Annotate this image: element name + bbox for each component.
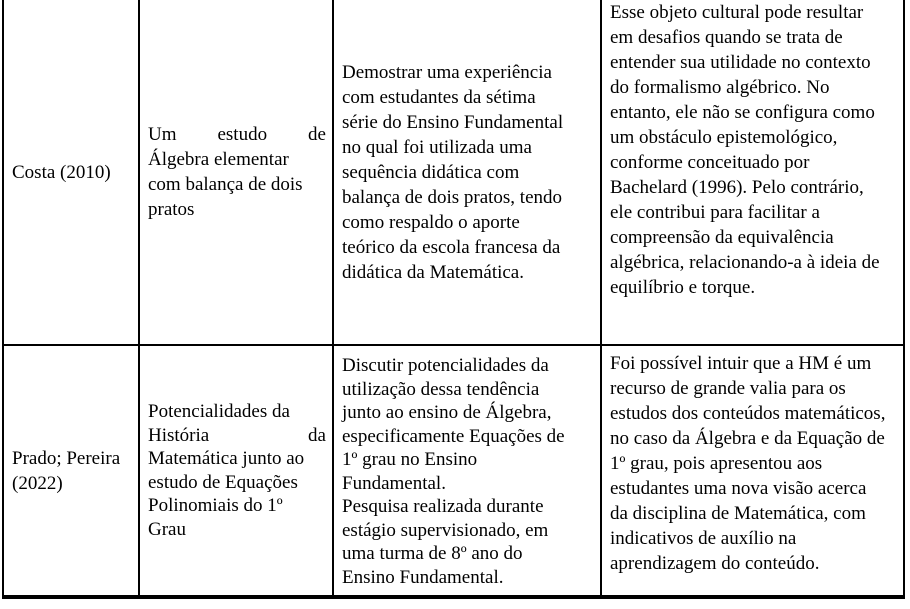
text-line: no caso da Álgebra e da Equação de	[610, 428, 885, 449]
text-line: especificamente Equações de	[342, 425, 565, 447]
findings-cell	[601, 0, 904, 345]
text-line: compreensão da equivalência	[610, 227, 834, 248]
findings-cell	[601, 345, 904, 597]
text-line: uma turma de 8º ano do	[342, 543, 523, 564]
author-cell	[3, 0, 139, 345]
text-line: do formalismo algébrico. No	[610, 77, 830, 98]
text-line: um obstáculo epistemológico,	[610, 127, 838, 148]
text-line: Pesquisa realizada durante	[342, 496, 544, 517]
text-line: entender sua utilidade no contexto	[610, 52, 871, 73]
text-line: Discutir potencialidades da	[342, 355, 549, 376]
text-line: algébrica, relacionando-a à ideia de	[610, 252, 880, 273]
text-line: 1º grau no Ensino	[342, 449, 478, 470]
text-line: estudantes uma nova visão acerca	[610, 478, 867, 499]
text-line: no qual foi utilizada uma	[342, 136, 532, 158]
text-line: da disciplina de Matemática, com	[610, 503, 866, 524]
text-line: aprendizagem do conteúdo.	[610, 553, 820, 574]
table-row-prado-pereira-2022	[3, 345, 904, 597]
objective-cell	[333, 345, 601, 597]
text-line: em desafios quando se trata de	[610, 27, 843, 48]
table-row-costa-2010	[3, 0, 904, 345]
text-line: (2022)	[12, 472, 63, 494]
text-line: Esse objeto cultural pode resultar	[610, 2, 864, 23]
text-line: como respaldo o aporte	[342, 211, 520, 233]
text-line: estágio supervisionado, em	[342, 519, 549, 541]
text-line: Polinomiais do 1º	[148, 495, 283, 516]
text-line: entanto, ele não se configura como	[610, 102, 875, 123]
text-line: Foi possível intuir que a HM é um	[610, 353, 872, 374]
text-line: conforme conceituado por	[610, 152, 810, 173]
text-line: História da	[148, 424, 326, 446]
text-line: Fundamental.	[342, 472, 446, 494]
text-line: estudo de Equações	[148, 471, 298, 493]
text-line: Grau	[148, 518, 186, 540]
text-line: indicativos de auxílio na	[610, 528, 797, 549]
text-line: utilização dessa tendência	[342, 378, 540, 400]
text-line: recurso de grande valia para os	[610, 378, 846, 399]
text-line: sequência didática com	[342, 161, 520, 183]
text-line: Costa (2010)	[12, 161, 111, 183]
text-line: junto ao ensino de Álgebra,	[342, 402, 552, 423]
text-line: Bachelard (1996). Pelo contrário,	[610, 177, 864, 198]
text-line: didática da Matemática.	[342, 261, 524, 283]
text-line: equilíbrio e torque.	[610, 277, 756, 298]
objective-cell	[333, 0, 601, 345]
text-line: ele contribui para facilitar a	[610, 202, 820, 223]
text-line: estudos dos conteúdos matemáticos,	[610, 403, 886, 424]
text-line: Demostrar uma experiência	[342, 61, 552, 83]
text-line: Prado; Pereira	[12, 447, 121, 469]
text-line: Potencialidades da	[148, 401, 290, 422]
text-line: balança de dois pratos, tendo	[342, 186, 563, 208]
text-line: Um estudo de	[148, 124, 326, 145]
text-line: com estudantes da sétima	[342, 86, 536, 108]
literature-review-table	[2, 0, 905, 599]
title-cell	[139, 0, 333, 345]
text-line: com balança de dois	[148, 174, 303, 195]
text-line: pratos	[148, 199, 195, 220]
author-cell	[3, 345, 139, 597]
text-line: Ensino Fundamental.	[342, 566, 504, 588]
text-line: série do Ensino Fundamental	[342, 111, 564, 133]
text-line: Matemática junto ao	[148, 448, 305, 469]
text-line: teórico da escola francesa da	[342, 236, 561, 258]
text-line: 1º grau, pois apresentou aos	[610, 453, 823, 474]
title-cell	[139, 345, 333, 597]
text-line: Álgebra elementar	[148, 149, 289, 170]
